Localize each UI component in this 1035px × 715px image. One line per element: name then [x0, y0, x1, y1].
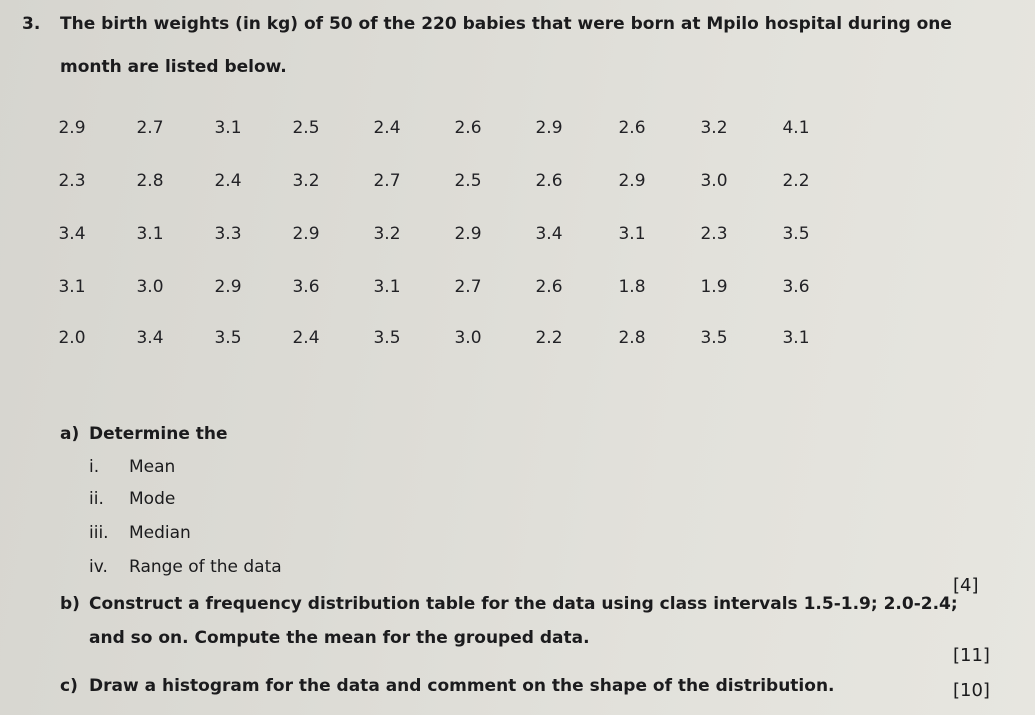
- data-cell: 3.1: [373, 277, 401, 297]
- data-cell: 3.5: [214, 328, 242, 348]
- part-a-item-mean: Mean: [129, 457, 176, 477]
- data-cell: 3.4: [535, 224, 563, 244]
- data-cell: 3.4: [136, 328, 164, 348]
- part-c-text: Draw a histogram for the data and comment on the shape of the distribution.: [89, 676, 835, 696]
- data-cell: 2.8: [136, 171, 164, 191]
- part-a-item-number: iii.: [89, 523, 109, 543]
- data-cell: 2.0: [58, 328, 86, 348]
- data-cell: 2.7: [454, 277, 482, 297]
- data-cell: 3.3: [214, 224, 242, 244]
- question-number: 3.: [22, 14, 41, 34]
- data-cell: 4.1: [782, 118, 810, 138]
- data-cell: 2.6: [454, 118, 482, 138]
- data-cell: 2.9: [618, 171, 646, 191]
- data-cell: 3.2: [700, 118, 728, 138]
- data-cell: 1.8: [618, 277, 646, 297]
- part-c-marks: [10]: [953, 680, 990, 701]
- data-cell: 3.6: [782, 277, 810, 297]
- part-a-letter: a): [60, 424, 80, 444]
- data-cell: 3.0: [136, 277, 164, 297]
- part-a-marks: [4]: [953, 575, 979, 596]
- part-a-item-number: iv.: [89, 557, 108, 577]
- part-a-text: Determine the: [89, 424, 228, 444]
- part-c-letter: c): [60, 676, 78, 696]
- data-cell: 2.4: [373, 118, 401, 138]
- part-a-item-number: i.: [89, 457, 100, 477]
- data-cell: 2.8: [618, 328, 646, 348]
- data-cell: 3.1: [782, 328, 810, 348]
- data-cell: 2.9: [454, 224, 482, 244]
- question-intro-line1: The birth weights (in kg) of 50 of the 220 babies that were born at Mpilo hospital during one: [60, 14, 952, 34]
- data-cell: 2.4: [292, 328, 320, 348]
- data-cell: 3.0: [454, 328, 482, 348]
- data-cell: 2.9: [58, 118, 86, 138]
- data-cell: 3.5: [373, 328, 401, 348]
- data-cell: 3.6: [292, 277, 320, 297]
- part-b-letter: b): [60, 594, 80, 614]
- data-cell: 2.2: [535, 328, 563, 348]
- data-cell: 2.6: [535, 277, 563, 297]
- data-cell: 2.6: [535, 171, 563, 191]
- data-cell: 3.1: [58, 277, 86, 297]
- part-a-item-range: Range of the data: [129, 557, 282, 577]
- data-cell: 2.9: [535, 118, 563, 138]
- data-cell: 2.7: [136, 118, 164, 138]
- data-cell: 3.5: [782, 224, 810, 244]
- part-a-item-median: Median: [129, 523, 191, 543]
- data-cell: 3.1: [136, 224, 164, 244]
- data-cell: 3.4: [58, 224, 86, 244]
- data-cell: 2.9: [292, 224, 320, 244]
- data-cell: 2.4: [214, 171, 242, 191]
- data-cell: 3.0: [700, 171, 728, 191]
- data-cell: 2.5: [454, 171, 482, 191]
- data-cell: 3.5: [700, 328, 728, 348]
- birth-weights-table: [42, 118, 842, 358]
- part-a-item-mode: Mode: [129, 489, 176, 509]
- part-b-marks: [11]: [953, 645, 990, 666]
- data-cell: 1.9: [700, 277, 728, 297]
- part-b-line1: Construct a frequency distribution table for the data using class intervals 1.5-1.9; 2.0-2.4;: [89, 594, 958, 614]
- part-a-item-number: ii.: [89, 489, 104, 509]
- data-cell: 3.2: [292, 171, 320, 191]
- data-cell: 2.9: [214, 277, 242, 297]
- data-cell: 3.2: [373, 224, 401, 244]
- data-cell: 2.3: [58, 171, 86, 191]
- data-cell: 3.1: [618, 224, 646, 244]
- data-cell: 2.3: [700, 224, 728, 244]
- part-b-line2: and so on. Compute the mean for the grouped data.: [89, 628, 590, 648]
- data-cell: 2.5: [292, 118, 320, 138]
- data-cell: 2.2: [782, 171, 810, 191]
- data-cell: 3.1: [214, 118, 242, 138]
- data-cell: 2.7: [373, 171, 401, 191]
- data-cell: 2.6: [618, 118, 646, 138]
- question-intro-line2: month are listed below.: [60, 57, 287, 77]
